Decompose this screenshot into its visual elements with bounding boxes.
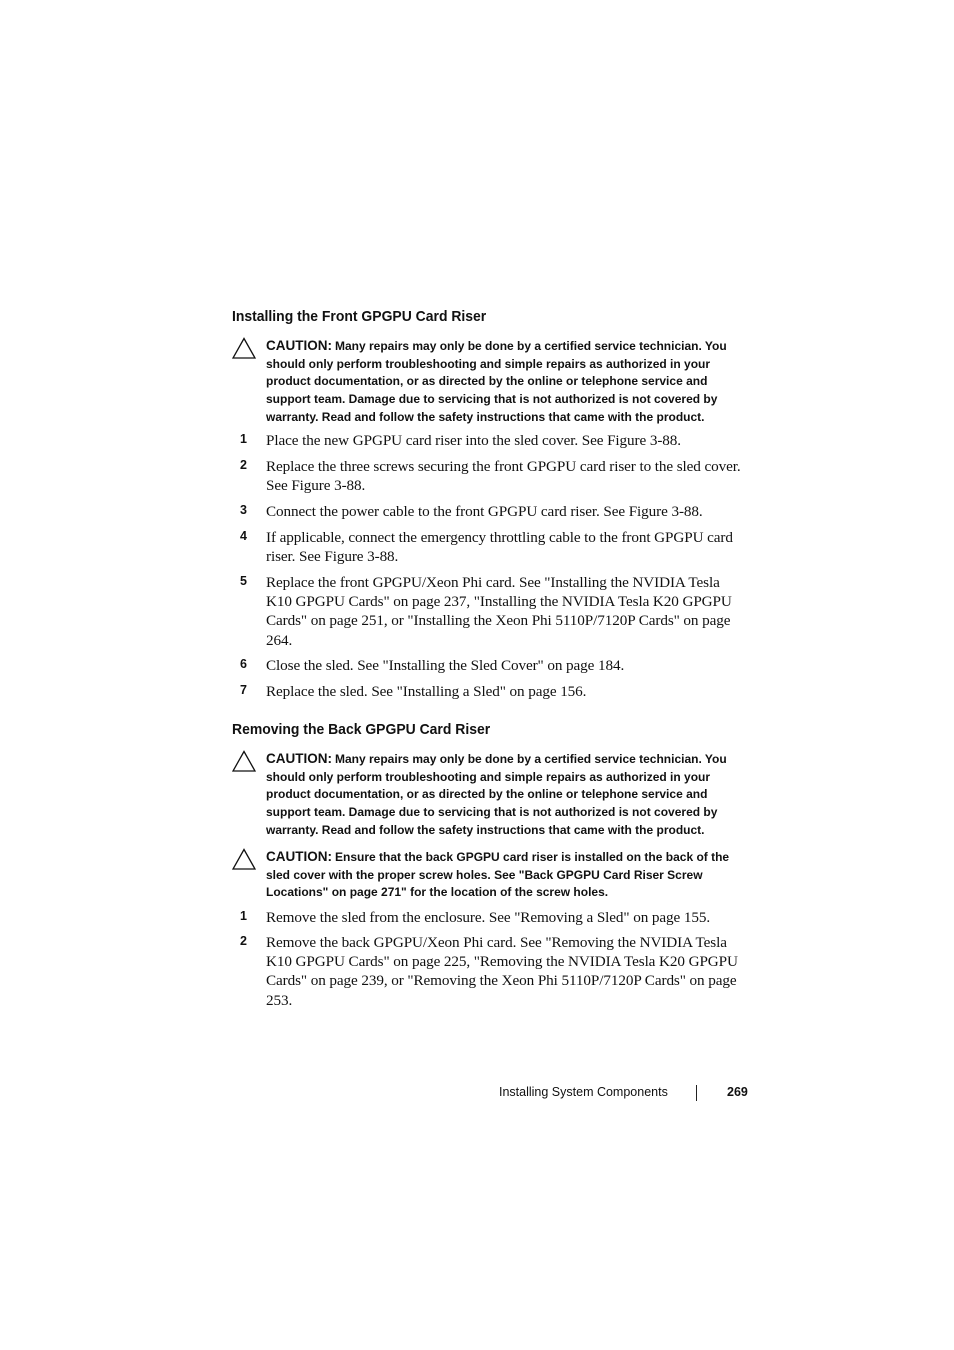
caution-text	[266, 337, 752, 427]
step-text: Remove the sled from the enclosure. See "Removing a Sled" on page 155.	[266, 909, 711, 926]
caution-triangle-icon	[232, 337, 256, 359]
step-text: Remove the back GPGPU/Xeon Phi card. See "Removing the NVIDIA Tesla K10 GPGPU Cards" on page 225, "Removing the NVIDIA Tesla K20 GPGPU Cards" on page 239, or "Removing the Xeon Phi 5110P/7120P Cards" on page 253.	[266, 934, 738, 1009]
step-text: Place the new GPGPU card riser into the sled cover. See Figure 3-88.	[266, 432, 681, 449]
step-number: 6	[240, 657, 247, 671]
step-text: Replace the front GPGPU/Xeon Phi card. See "Installing the NVIDIA Tesla K10 GPGPU Cards" on page 237, "Installing the NVIDIA Tesla K20 GPGPU Cards" on page 251, or "Installing the Xeon Phi 5110P/7120P Cards" on page 264.	[266, 574, 732, 649]
section-heading-remove-back-riser: Removing the Back GPGPU Card Riser	[232, 721, 491, 738]
caution-text	[266, 848, 752, 902]
step-text: If applicable, connect the emergency throttling cable to the front GPGPU card riser. See Figure 3-88.	[266, 529, 733, 566]
step-text: Replace the sled. See "Installing a Sled" on page 156.	[266, 683, 587, 700]
caution-label: CAUTION:	[266, 849, 332, 864]
caution-body: Ensure that the back GPGPU card riser is installed on the back of the sled cover with the proper screw holes. See "Back GPGPU Card Riser Screw Locations" on page 271" for the location of the screw holes.	[266, 850, 730, 900]
caution-label: CAUTION:	[266, 751, 332, 766]
step-text: Close the sled. See "Installing the Sled Cover" on page 184.	[266, 657, 625, 674]
step-text: Connect the power cable to the front GPGPU card riser. See Figure 3-88.	[266, 503, 703, 520]
caution-body: Many repairs may only be done by a certified service technician. You should only perform troubleshooting and simple repairs as authorized in your product documentation, or as directed by the online or telephone service and support team. Damage due to servicing that is not authorized is not covered by warranty. Read and follow the safety instructions that came with the product.	[266, 339, 727, 424]
footer-chapter-title: Installing System Components	[499, 1085, 668, 1099]
step-number: 5	[240, 574, 247, 588]
section-heading-install-front-riser: Installing the Front GPGPU Card Riser	[232, 308, 487, 325]
step-text: Replace the three screws securing the front GPGPU card riser to the sled cover. See Figure 3-88.	[266, 458, 741, 495]
step-number: 1	[240, 432, 247, 446]
caution-label: CAUTION:	[266, 338, 332, 353]
step-number: 1	[240, 909, 247, 923]
footer-divider	[696, 1085, 697, 1101]
step-number: 2	[240, 458, 247, 472]
caution-text	[266, 750, 752, 840]
step-number: 4	[240, 529, 247, 543]
caution-body: Many repairs may only be done by a certified service technician. You should only perform troubleshooting and simple repairs as authorized in your product documentation, or as directed by the online or telephone service and support team. Damage due to servicing that is not authorized is not covered by warranty. Read and follow the safety instructions that came with the product.	[266, 752, 727, 837]
step-number: 3	[240, 503, 247, 517]
page-number: 269	[727, 1085, 748, 1099]
caution-triangle-icon	[232, 750, 256, 772]
step-number: 2	[240, 934, 247, 948]
caution-triangle-icon	[232, 848, 256, 870]
step-number: 7	[240, 683, 247, 697]
